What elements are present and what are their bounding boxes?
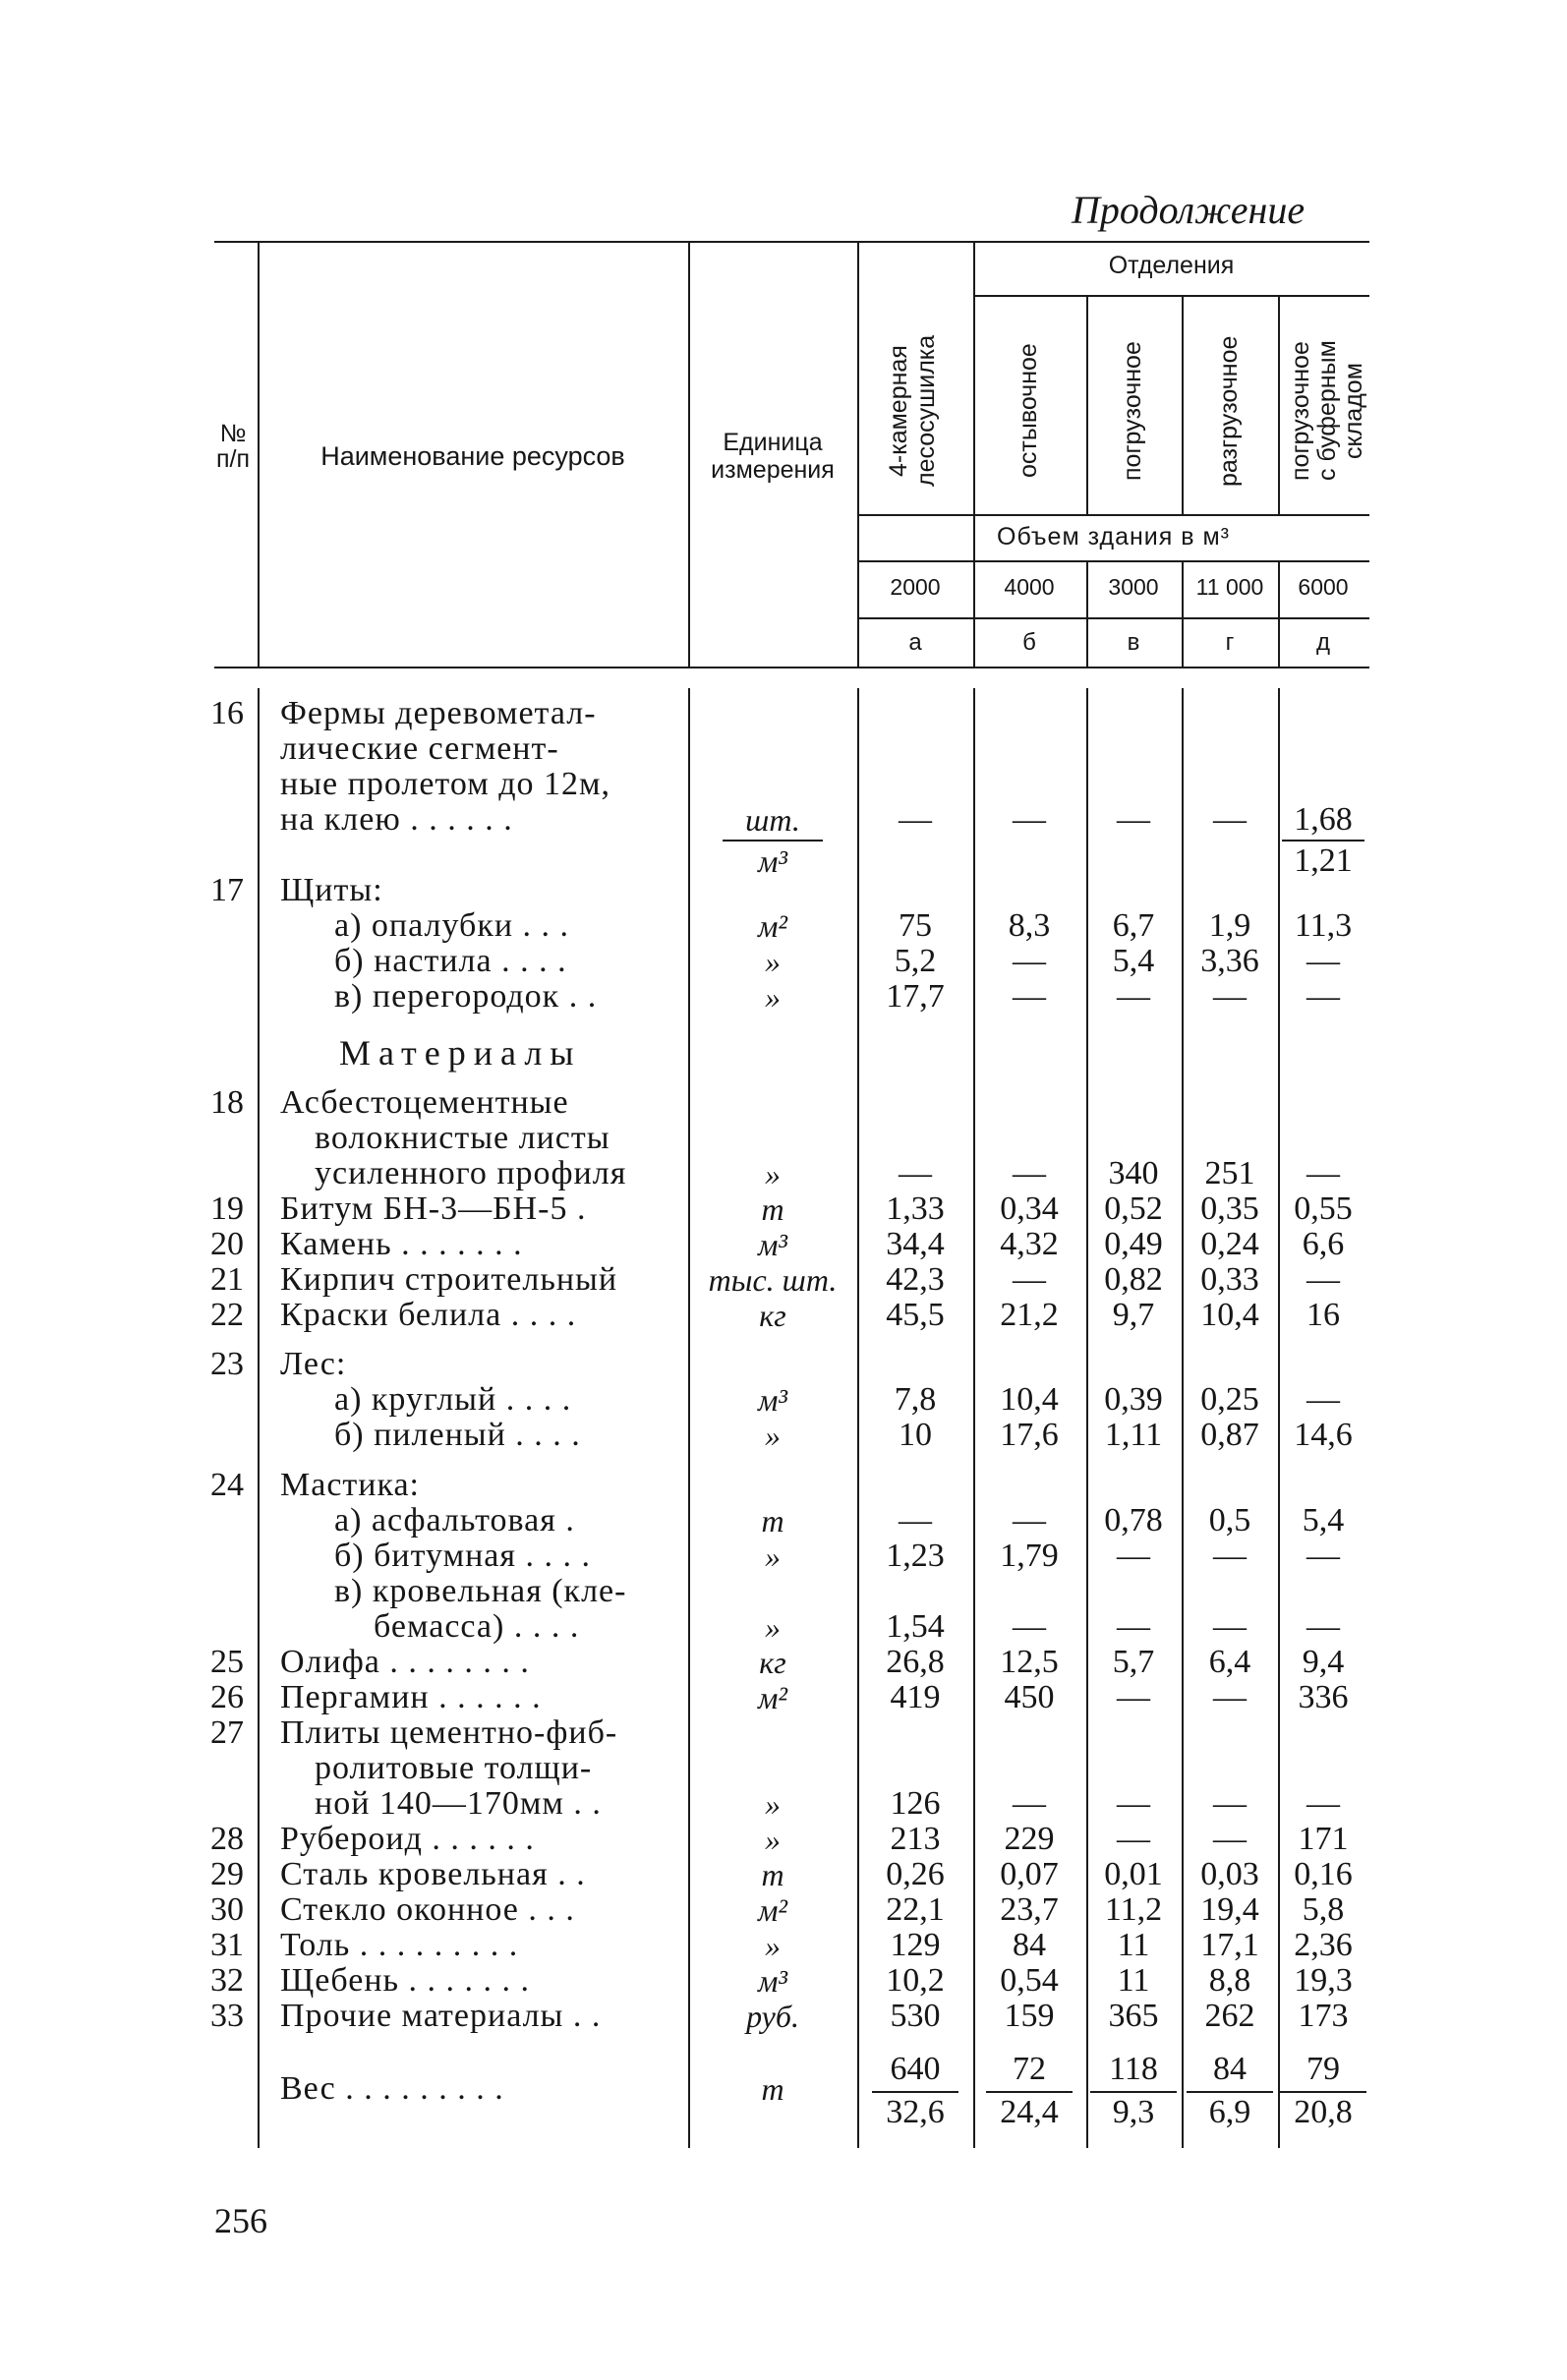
unit-cell: » xyxy=(765,1608,781,1645)
column-letter: г xyxy=(1225,629,1235,656)
value-cell: 23,7 xyxy=(1000,1890,1059,1928)
header-dept-line: остывочное xyxy=(1015,343,1042,479)
unit-cell: м³ xyxy=(757,1227,787,1262)
unit-cell: руб. xyxy=(746,1998,799,2034)
value-cell: 0,07 xyxy=(1000,1855,1059,1892)
value-cell: 10,4 xyxy=(1200,1297,1259,1333)
header-unit-line: Единица xyxy=(723,429,823,456)
value-cell: 173 xyxy=(1298,1997,1349,2034)
header-num-line: № xyxy=(219,420,247,447)
value-cell: 12,5 xyxy=(1000,1643,1059,1680)
body-vline xyxy=(857,688,859,2148)
value-cell: 0,55 xyxy=(1294,1190,1353,1227)
unit-cell: » xyxy=(765,979,781,1015)
resource-name: Мастика: xyxy=(280,1466,421,1503)
value-cell: 16 xyxy=(1306,1297,1340,1333)
value-cell: 213 xyxy=(890,1820,941,1857)
value-cell: 22,1 xyxy=(886,1890,945,1928)
row-number: 17 xyxy=(210,872,244,908)
value-cell: — xyxy=(1117,978,1150,1015)
weight-top-value: 72 xyxy=(1013,2050,1046,2087)
row-number: 23 xyxy=(210,1346,244,1383)
value-cell: — xyxy=(1213,1784,1247,1822)
value-cell: — xyxy=(1013,1607,1046,1645)
resource-name: Пергамин . . . . . . xyxy=(280,1678,542,1715)
value-cell: 0,34 xyxy=(1000,1190,1059,1227)
unit-cell: м³ xyxy=(757,1382,787,1419)
resource-name: ные пролетом до 12м, xyxy=(280,766,611,802)
weight-fraction-rule xyxy=(1280,2091,1366,2093)
value-cell: 19,4 xyxy=(1200,1890,1259,1928)
body-vline xyxy=(258,688,260,2148)
unit-cell: т xyxy=(761,1191,784,1227)
value-cell: 229 xyxy=(1004,1820,1055,1857)
header-dept-2 xyxy=(1119,313,1150,509)
value-cell: 17,6 xyxy=(1000,1417,1059,1454)
header-vline xyxy=(1182,295,1184,514)
resource-name: в) кровельная (кле- xyxy=(334,1572,627,1609)
row-number: 32 xyxy=(210,1961,244,1999)
value-cell: 0,5 xyxy=(1208,1501,1251,1538)
table-top-rule xyxy=(214,241,1369,243)
resource-name: а) круглый . . . . xyxy=(334,1381,572,1419)
unit-fraction-rule xyxy=(723,840,823,842)
weight-label: Вес . . . . . . . . . xyxy=(280,2069,504,2107)
header-vline xyxy=(973,241,975,667)
row-number: 33 xyxy=(210,1997,244,2034)
unit-cell-secondary: м³ xyxy=(757,843,787,879)
resource-name: Сталь кровельная . . xyxy=(280,1855,586,1892)
value-cell: — xyxy=(1117,1784,1150,1822)
unit-cell: м² xyxy=(757,1891,787,1928)
header-vline xyxy=(1086,295,1088,514)
volume-cell: 6000 xyxy=(1298,574,1349,600)
value-cell: 11,2 xyxy=(1104,1890,1163,1928)
value-cell: 129 xyxy=(890,1926,941,1963)
header-volume: Объем здания в м³ xyxy=(997,523,1230,551)
value-cell: — xyxy=(1013,978,1046,1015)
value-cell: 1,9 xyxy=(1208,907,1251,944)
resource-name: а) асфальтовая . xyxy=(334,1501,575,1538)
unit-cell: м² xyxy=(757,908,787,944)
value-cell: 1,54 xyxy=(886,1607,945,1645)
value-cell: 0,78 xyxy=(1104,1501,1163,1538)
weight-bottom-value: 20,8 xyxy=(1294,2093,1353,2130)
header-col-a-line: лесосушилка xyxy=(912,334,940,488)
column-letter: а xyxy=(908,629,922,656)
header-departments: Отделения xyxy=(1108,252,1235,279)
value-cell: — xyxy=(1213,1537,1247,1574)
value-cell: — xyxy=(1013,1155,1046,1191)
value-cell: — xyxy=(1306,1155,1340,1191)
value-cell: 0,82 xyxy=(1104,1261,1163,1298)
value-cell: — xyxy=(1013,1501,1046,1538)
volume-cell: 4000 xyxy=(1004,574,1055,600)
value-cell: 6,6 xyxy=(1302,1226,1345,1262)
row-number: 29 xyxy=(210,1855,244,1892)
row-number: 26 xyxy=(210,1678,244,1715)
resource-name: Стекло оконное . . . xyxy=(280,1890,575,1928)
header-unit xyxy=(688,429,857,484)
value-cell: — xyxy=(1013,1261,1046,1298)
value-cell: — xyxy=(1117,1820,1150,1857)
resource-name: Краски белила . . . . xyxy=(280,1297,577,1333)
value-cell: — xyxy=(1117,1678,1150,1715)
resource-name: Битум БН-3—БН-5 . xyxy=(280,1190,587,1227)
value-cell: 0,39 xyxy=(1104,1381,1163,1419)
resource-name: б) пиленый . . . . xyxy=(334,1417,581,1454)
value-cell: 17,7 xyxy=(886,978,945,1015)
header-dept-1 xyxy=(1015,313,1046,509)
header-dept-4 xyxy=(1288,313,1372,509)
value-cell: — xyxy=(1306,1381,1340,1419)
value-cell: — xyxy=(899,1155,932,1191)
resource-name: а) опалубки . . . xyxy=(334,907,570,944)
resource-name: волокнистые листы xyxy=(315,1120,610,1156)
value-cell: — xyxy=(1213,1820,1247,1857)
weight-fraction-rule xyxy=(1090,2091,1177,2093)
value-cell: 365 xyxy=(1108,1997,1159,2034)
row-number: 22 xyxy=(210,1297,244,1333)
value-cell: 0,52 xyxy=(1104,1190,1163,1227)
value-cell: 0,54 xyxy=(1000,1961,1059,1999)
row-number: 31 xyxy=(210,1926,244,1963)
weight-bottom-value: 9,3 xyxy=(1112,2093,1155,2130)
value-cell: 419 xyxy=(890,1678,941,1715)
value-cell: — xyxy=(1117,1537,1150,1574)
weight-bottom-value: 32,6 xyxy=(886,2093,945,2130)
section-heading: Материалы xyxy=(339,1033,582,1073)
value-cell: 6,7 xyxy=(1112,907,1155,944)
volume-top-rule xyxy=(857,514,1369,516)
value-cell: 1,11 xyxy=(1104,1417,1163,1454)
row-number: 25 xyxy=(210,1643,244,1680)
volume-cell: 3000 xyxy=(1108,574,1159,600)
value-cell: 10,2 xyxy=(886,1961,945,1999)
value-cell: 42,3 xyxy=(886,1261,945,1298)
value-cell: 9,7 xyxy=(1112,1297,1155,1333)
resource-name: бемасса) . . . . xyxy=(374,1607,580,1645)
value-cell: 3,36 xyxy=(1200,943,1259,979)
row-number: 30 xyxy=(210,1890,244,1928)
volumes-rule xyxy=(857,617,1369,619)
weight-top-value: 118 xyxy=(1109,2050,1158,2087)
resource-name: Камень . . . . . . . xyxy=(280,1226,523,1262)
value-cell: — xyxy=(1213,801,1247,838)
value-cell: 450 xyxy=(1004,1678,1055,1715)
value-cell: 251 xyxy=(1204,1155,1255,1191)
header-col-a xyxy=(885,313,946,509)
unit-cell: » xyxy=(765,1821,781,1857)
value-cell: — xyxy=(1306,1784,1340,1822)
value-cell: 171 xyxy=(1298,1820,1349,1857)
unit-cell: т xyxy=(761,1856,784,1892)
value-cell: 0,49 xyxy=(1104,1226,1163,1262)
resource-name: в) перегородок . . xyxy=(334,978,598,1015)
unit-cell: » xyxy=(765,1418,781,1454)
value-cell: 0,03 xyxy=(1200,1855,1259,1892)
value-cell: 340 xyxy=(1108,1155,1159,1191)
value-cell: — xyxy=(1213,1678,1247,1715)
value-cell: — xyxy=(1306,1607,1340,1645)
value-cell: — xyxy=(1306,943,1340,979)
value-cell-secondary: 1,21 xyxy=(1294,842,1353,879)
value-cell: — xyxy=(1013,801,1046,838)
value-cell: 17,1 xyxy=(1200,1926,1259,1963)
value-cell: 1,23 xyxy=(886,1537,945,1574)
value-cell: 21,2 xyxy=(1000,1297,1059,1333)
value-cell: 0,25 xyxy=(1200,1381,1259,1419)
header-dept-line: погрузочное xyxy=(1287,341,1314,481)
value-cell: 1,79 xyxy=(1000,1537,1059,1574)
value-cell: — xyxy=(1306,1261,1340,1298)
value-cell: 0,35 xyxy=(1200,1190,1259,1227)
resource-name: Толь . . . . . . . . . xyxy=(280,1926,519,1963)
value-cell: 530 xyxy=(890,1997,941,2034)
value-cell: 262 xyxy=(1204,1997,1255,2034)
header-num xyxy=(208,421,258,472)
resource-name: Олифа . . . . . . . . xyxy=(280,1643,530,1680)
unit-cell: м³ xyxy=(757,1962,787,1999)
resource-name: Асбестоцементные xyxy=(280,1084,569,1121)
unit-cell: » xyxy=(765,1927,781,1963)
page-number: 256 xyxy=(214,2201,267,2240)
body-vline xyxy=(688,688,690,2148)
row-number: 19 xyxy=(210,1190,244,1227)
value-cell: 2,36 xyxy=(1294,1926,1353,1963)
value-cell: 0,33 xyxy=(1200,1261,1259,1298)
resource-name: Рубероид . . . . . . xyxy=(280,1820,535,1857)
continuation-label: Продолжение xyxy=(1072,188,1306,232)
value-cell: 9,4 xyxy=(1302,1643,1345,1680)
value-cell: 5,2 xyxy=(894,943,937,979)
resource-name: Кирпич строительный xyxy=(280,1261,618,1298)
resource-name: б) настила . . . . xyxy=(334,943,567,979)
value-cell: 34,4 xyxy=(886,1226,945,1262)
value-cell: 7,8 xyxy=(894,1381,937,1419)
row-number: 28 xyxy=(210,1820,244,1857)
unit-cell: » xyxy=(765,1538,781,1574)
header-num-line: п/п xyxy=(215,445,251,473)
weight-top-value: 84 xyxy=(1213,2050,1247,2087)
value-cell: 75 xyxy=(899,907,932,944)
unit-cell: кг xyxy=(759,1298,786,1333)
weight-bottom-value: 6,9 xyxy=(1208,2093,1251,2130)
volume-cell: 11 000 xyxy=(1195,574,1264,600)
value-cell: — xyxy=(1117,1607,1150,1645)
value-cell: 5,8 xyxy=(1302,1890,1345,1928)
weight-fraction-rule xyxy=(986,2091,1073,2093)
header-dept-line: разгрузочное xyxy=(1215,335,1243,487)
value-cell: 336 xyxy=(1298,1678,1349,1715)
value-cell: — xyxy=(1213,978,1247,1015)
value-cell: 4,32 xyxy=(1000,1226,1059,1262)
value-cell: 11 xyxy=(1117,1961,1150,1999)
value-cell: 10,4 xyxy=(1000,1381,1059,1419)
resource-name: Щебень . . . . . . . xyxy=(280,1961,531,1999)
value-cell: — xyxy=(1213,1607,1247,1645)
header-unit-line: измерения xyxy=(711,456,835,484)
value-cell: 5,7 xyxy=(1112,1643,1155,1680)
resource-name: Щиты: xyxy=(280,872,383,908)
resource-name: Прочие материалы . . xyxy=(280,1997,602,2034)
weight-fraction-rule xyxy=(872,2091,958,2093)
value-cell: 8,3 xyxy=(1008,907,1051,944)
resource-name: б) битумная . . . . xyxy=(334,1537,592,1574)
weight-top-value: 79 xyxy=(1306,2050,1340,2087)
value-cell: 19,3 xyxy=(1294,1961,1353,1999)
resource-name: Плиты цементно-фиб- xyxy=(280,1713,618,1751)
unit-cell: т xyxy=(761,1502,784,1538)
value-cell: 0,16 xyxy=(1294,1855,1353,1892)
value-cell: 5,4 xyxy=(1112,943,1155,979)
value-cell: — xyxy=(899,801,932,838)
header-vline xyxy=(857,241,859,667)
resource-name: ролитовые толщи- xyxy=(315,1749,593,1786)
unit-cell: » xyxy=(765,1785,781,1822)
weight-fraction-rule xyxy=(1187,2091,1273,2093)
unit-cell: » xyxy=(765,944,781,979)
value-cell: 0,01 xyxy=(1104,1855,1163,1892)
value-cell: — xyxy=(1306,978,1340,1015)
row-number: 27 xyxy=(210,1713,244,1751)
row-number: 18 xyxy=(210,1084,244,1121)
resource-name: Лес: xyxy=(280,1346,347,1383)
value-cell: 45,5 xyxy=(886,1297,945,1333)
row-number: 21 xyxy=(210,1261,244,1298)
header-dept-3 xyxy=(1215,313,1247,509)
value-cell: 5,4 xyxy=(1302,1501,1345,1538)
column-letter: б xyxy=(1022,629,1036,656)
value-cell: — xyxy=(1013,943,1046,979)
weight-top-value: 640 xyxy=(890,2050,941,2087)
value-cell: 0,87 xyxy=(1200,1417,1259,1454)
header-name: Наименование ресурсов xyxy=(320,441,625,471)
value-cell: 6,4 xyxy=(1208,1643,1251,1680)
value-cell: 26,8 xyxy=(886,1643,945,1680)
value-cell: 159 xyxy=(1004,1997,1055,2034)
row-number: 24 xyxy=(210,1466,244,1503)
header-vline xyxy=(1278,295,1280,514)
unit-cell: » xyxy=(765,1156,781,1191)
resource-name: усиленного профиля xyxy=(315,1155,627,1191)
value-cell: 1,33 xyxy=(886,1190,945,1227)
value-cell: 10 xyxy=(899,1417,932,1454)
volume-cell: 2000 xyxy=(890,574,941,600)
resource-name: ной 140—170мм . . xyxy=(315,1784,602,1822)
header-dept-line: складом xyxy=(1340,363,1367,459)
column-letter: д xyxy=(1315,629,1330,656)
header-col-a-line: 4-камерная xyxy=(885,345,912,477)
row-number: 20 xyxy=(210,1226,244,1262)
weight-unit: т xyxy=(761,2070,784,2107)
unit-cell: тыс. шт. xyxy=(708,1262,838,1298)
value-cell: — xyxy=(899,1501,932,1538)
value-cell: — xyxy=(1013,1784,1046,1822)
header-dept-line: погрузочное xyxy=(1119,341,1146,481)
resource-name: лические сегмент- xyxy=(280,730,559,767)
resource-name: на клею . . . . . . xyxy=(280,801,513,838)
unit-cell: м² xyxy=(757,1679,787,1715)
value-cell: 8,8 xyxy=(1208,1961,1251,1999)
value-cell: 14,6 xyxy=(1294,1417,1353,1454)
unit-cell: кг xyxy=(759,1644,786,1680)
value-cell: 0,24 xyxy=(1200,1226,1259,1262)
value-cell: 84 xyxy=(1013,1926,1046,1963)
value-fraction-rule xyxy=(1282,840,1364,842)
unit-cell: шт. xyxy=(745,802,800,838)
weight-bottom-value: 24,4 xyxy=(1000,2093,1059,2130)
header-bottom-rule xyxy=(214,667,1369,668)
dept-rule xyxy=(973,295,1369,297)
resource-name: Фермы деревометал- xyxy=(280,695,597,731)
value-cell: 0,26 xyxy=(886,1855,945,1892)
volume-bottom-rule xyxy=(857,560,1369,562)
value-cell: — xyxy=(1117,801,1150,838)
row-number: 16 xyxy=(210,695,244,731)
value-cell: 11,3 xyxy=(1294,907,1353,944)
value-cell: — xyxy=(1306,1537,1340,1574)
header-dept-line: с буферным xyxy=(1313,340,1341,482)
value-cell: 11 xyxy=(1117,1926,1150,1963)
value-cell: 126 xyxy=(890,1784,941,1822)
value-cell: 1,68 xyxy=(1294,801,1353,838)
column-letter: в xyxy=(1127,629,1140,656)
